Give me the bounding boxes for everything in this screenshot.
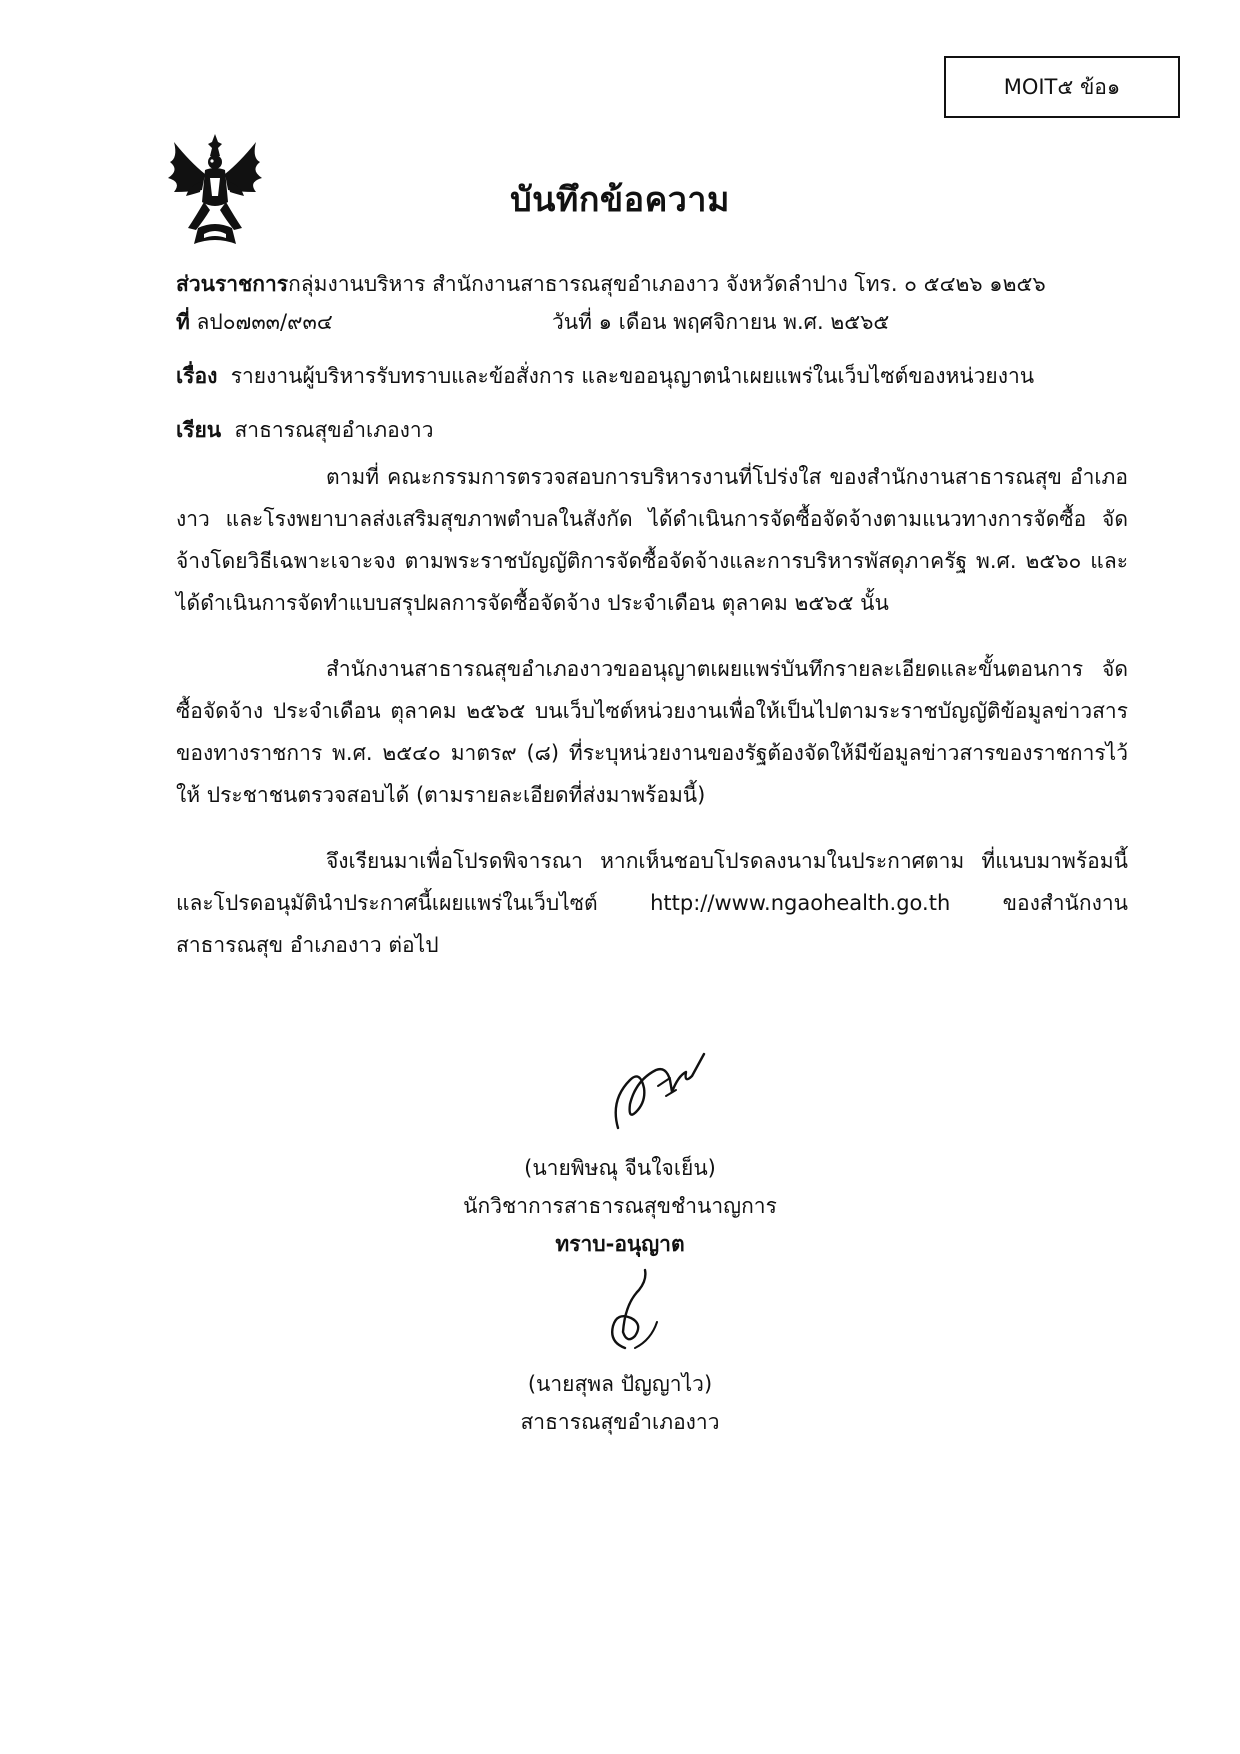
- date-line: วันที่ ๑ เดือน พฤศจิกายน พ.ศ. ๒๕๖๕: [552, 310, 890, 334]
- reference-box: [944, 56, 1180, 118]
- signatory-2-position: สาธารณสุขอำเภองาว: [520, 1410, 720, 1434]
- recipient-value: สาธารณสุขอำเภองาว: [234, 418, 434, 442]
- reference-line: [176, 306, 333, 339]
- reference-text: MOIT๕ ข้อ๑: [1003, 74, 1121, 99]
- signatory-2-name: (นายสุพล ปัญญาไว): [527, 1372, 713, 1396]
- recipient-line: [176, 414, 434, 447]
- body-paragraph-1: ตามที่ คณะกรรมการตรวจสอบการบริหารงานที่โปร่งใส ของสำนักงานสาธารณสุข อำเภองาว และโรงพยาบาลส่งเสริมสุขภาพตำบลในสังกัด ได้ดำเนินการจัดซื้อจัดจ้างตามแนวทางการจัดซื้อ จัดจ้างโดยวิธีเฉพาะเจาะจง ตามพระราชบัญญัติการจัดซื้อจัดจ้างและการบริหารพัสดุภาครัฐ พ.ศ. ๒๕๖๐ และ ได้ดำเนินการจัดทำแบบสรุปผลการจัดซื้อจัดจ้าง ประจำเดือน ตุลาคม ๒๕๖๕ นั้น: [176, 465, 1128, 615]
- agency-value: กลุ่มงานบริหาร สำนักงานสาธารณสุขอำเภองาว จังหวัดลำปาง โทร. ๐ ๕๔๒๖ ๑๒๕๖: [288, 272, 1046, 296]
- document-title: บันทึกข้อความ: [510, 180, 730, 220]
- subject-value: รายงานผู้บริหารรับทราบและข้อสั่งการ และขออนุญาตนำเผยแพร่ในเว็บไซต์ของหน่วยงาน: [230, 364, 1035, 388]
- recipient-label: เรียน: [176, 418, 222, 442]
- signature-2-image: [595, 1264, 675, 1354]
- subject-line: [176, 360, 1034, 393]
- signatory-1-name: (นายพิษณุ จีนใจเย็น): [524, 1156, 716, 1180]
- agency-line: [176, 268, 1046, 301]
- approval-text: ทราบ-อนุญาต: [555, 1232, 685, 1256]
- subject-label: เรื่อง: [176, 364, 218, 388]
- body-paragraph-3: จึงเรียนมาเพื่อโปรดพิจารณา หากเห็นชอบโปรดลงนามในประกาศตาม ที่แนบมาพร้อมนี้ และโปรดอนุมัตินำประกาศนี้เผยแพร่ในเว็บไซต์ http://www.ngaohealth.go.th ของสำนักงานสาธารณสุข อำเภองาว ต่อไป: [176, 849, 1128, 957]
- signatory-1-position: นักวิชาการสาธารณสุขชำนาญการ: [463, 1194, 777, 1218]
- reference-number-label: ที่: [176, 310, 190, 334]
- signature-1-image: [600, 1040, 710, 1140]
- agency-label: ส่วนราชการ: [176, 272, 289, 296]
- body-paragraph-2: สำนักงานสาธารณสุขอำเภองาวขออนุญาตเผยแพร่บันทึกรายละเอียดและขั้นตอนการ จัดซื้อจัดจ้าง ประจำเดือน ตุลาคม ๒๕๖๕ บนเว็บไซต์หน่วยงานเพื่อให้เป็นไปตามระราชบัญญัติข้อมูลข่าวสาร ของทางราชการ พ.ศ. ๒๕๔๐ มาตร๙ (๘) ที่ระบุหน่วยงานของรัฐต้องจัดให้มีข้อมูลข่าวสารของราชการไว้ให้ ประชาชนตรวจสอบได้ (ตามรายละเอียดที่ส่งมาพร้อมนี้): [176, 657, 1128, 807]
- reference-number-value: ลป๐๗๓๓/๙๓๔: [189, 310, 333, 334]
